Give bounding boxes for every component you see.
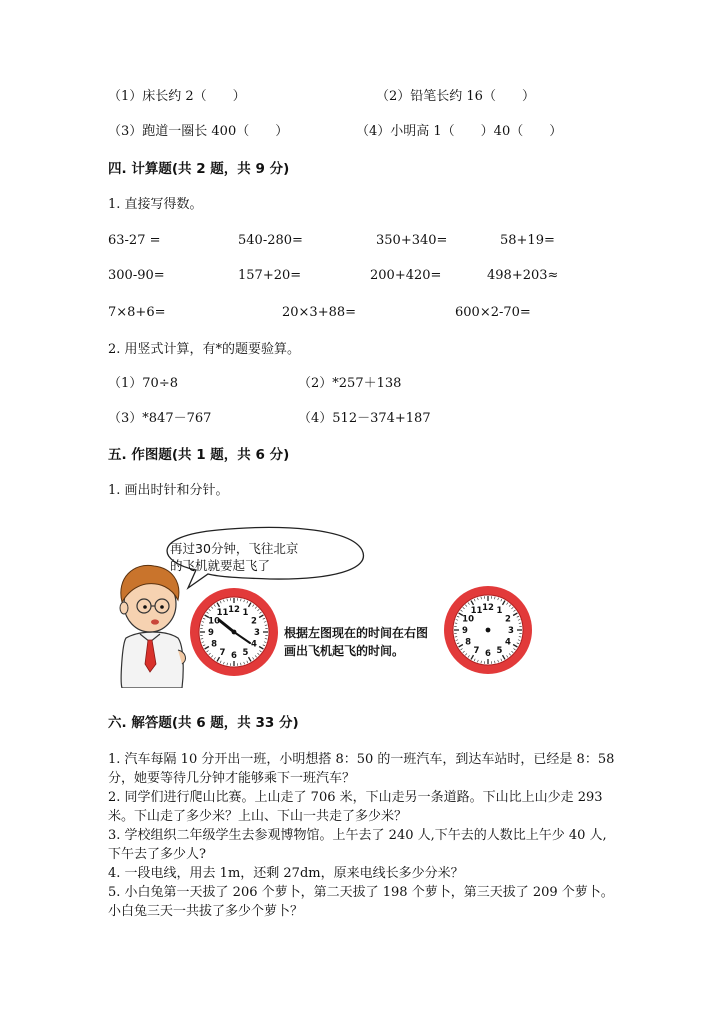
clock-right-numeral: 9 (462, 626, 468, 636)
calc-r2-c1: 300-90= (108, 268, 165, 283)
calc-r2-c4: 498+203≈ (487, 268, 559, 283)
calc-r3-c2: 20×3+88= (282, 305, 357, 320)
drawing-note-line-1: 根据左图现在的时间在右图 (284, 626, 429, 640)
calc-r3-c1: 7×8+6= (108, 305, 166, 320)
vertical-calc-1: （1）70÷8 (108, 376, 178, 391)
clock-left-numeral: 4 (250, 639, 257, 650)
calc-r3-c3: 600×2-70= (455, 305, 531, 320)
sec4-q1-instruction: 1. 直接写得数。 (108, 197, 203, 212)
section-5-title: 五. 作图题(共 1 题，共 6 分) (108, 447, 290, 463)
calc-r1-c4: 58+19= (500, 233, 555, 248)
clock-left-center (232, 630, 237, 635)
bubble-line-2: 的飞机就要起飞了 (170, 558, 271, 573)
clock-right-numeral: 1 (496, 606, 503, 617)
clock-left-numeral: 5 (242, 647, 249, 658)
clock-right-numeral: 6 (485, 649, 491, 659)
calc-r1-c1: 63-27 = (108, 233, 161, 248)
section-4-title: 四. 计算题(共 2 题，共 9 分) (108, 161, 290, 177)
vertical-calc-4: （4）512－374+187 (298, 411, 431, 426)
calc-r2-c2: 157+20= (238, 268, 302, 283)
problem-4: 4. 一段电线，用去 1m，还剩 27dm，原来电线长多少分米？ (108, 866, 464, 881)
speech-bubble (167, 527, 363, 588)
clock-right-numeral: 10 (462, 614, 475, 625)
clock-left-numeral: 1 (242, 608, 249, 619)
clock-right-numeral: 8 (465, 637, 472, 648)
clock-left-numeral: 10 (208, 616, 221, 627)
vertical-calc-3: （3）*847－767 (108, 411, 212, 426)
clock-right-numeral: 12 (482, 603, 494, 613)
clock-illustration (100, 522, 560, 688)
clock-left-numeral: 6 (231, 651, 237, 661)
vertical-calc-2: （2）*257＋138 (298, 376, 402, 391)
clock-right-numeral: 2 (504, 614, 511, 625)
clock-left-numeral: 9 (208, 628, 214, 638)
clock-right-numeral: 7 (473, 645, 480, 656)
clock-right-numeral: 11 (470, 606, 483, 617)
sec4-q2-instruction: 2. 用竖式计算，有*的题要验算。 (108, 342, 301, 357)
clock-right-numeral: 5 (496, 645, 503, 656)
q3-item-2: （2）铅笔长约 16（ ） (376, 89, 535, 104)
q3-item-4: （4）小明高 1（ ）40（ ） (356, 124, 563, 139)
clock-left-numeral: 12 (228, 605, 240, 615)
problem-2: 2. 同学们进行爬山比赛。上山走了 706 米，下山走另一条道路。下山比上山少走 293 米。下山走了多少米？上山、下山一共走了多少米？ (108, 790, 603, 824)
bubble-line-1: 再过30分钟，飞往北京 (170, 541, 299, 556)
clock-right-numeral: 3 (508, 626, 514, 636)
calc-r1-c2: 540-280= (238, 233, 303, 248)
clock-left-numeral: 8 (211, 639, 218, 650)
clock-left-numeral: 7 (219, 647, 226, 658)
section-6-title: 六. 解答题(共 6 题，共 33 分) (108, 715, 299, 731)
q3-item-1: （1）床长约 2（ ） (108, 89, 246, 104)
clock-blank-answer (444, 586, 532, 674)
sec5-q1-instruction: 1. 画出时针和分针。 (108, 483, 229, 498)
problem-3: 3. 学校组织二年级学生去参观博物馆。上午去了 240 人,下午去的人数比上午少 40 人,下午去了多少人? (108, 828, 607, 862)
calc-r2-c3: 200+420= (370, 268, 442, 283)
drawing-note-line-2: 画出飞机起飞的时间。 (284, 644, 405, 658)
clock-right-numeral: 4 (504, 637, 511, 648)
problem-1: 1. 汽车每隔 10 分开出一班，小明想搭 8：50 的一班汽车，到达车站时，已经是 8：58 分，她要等待几分钟才能够乘下一班汽车？ (108, 752, 615, 786)
clock-left-numeral: 11 (216, 608, 229, 619)
clock-left-numeral: 3 (254, 628, 260, 638)
clock-left-numeral: 2 (250, 616, 257, 627)
calc-r1-c3: 350+340= (376, 233, 448, 248)
clock-right-center (486, 628, 491, 633)
clock-current-time (190, 588, 278, 676)
q3-item-3: （3）跑道一圈长 400（ ） (108, 124, 289, 139)
problem-5: 5. 小白兔第一天拔了 206 个萝卜，第二天拔了 198 个萝卜，第三天拔了 209 个萝卜。小白兔三天一共拔了多少个萝卜？ (108, 885, 614, 919)
boy-avatar (120, 565, 185, 688)
